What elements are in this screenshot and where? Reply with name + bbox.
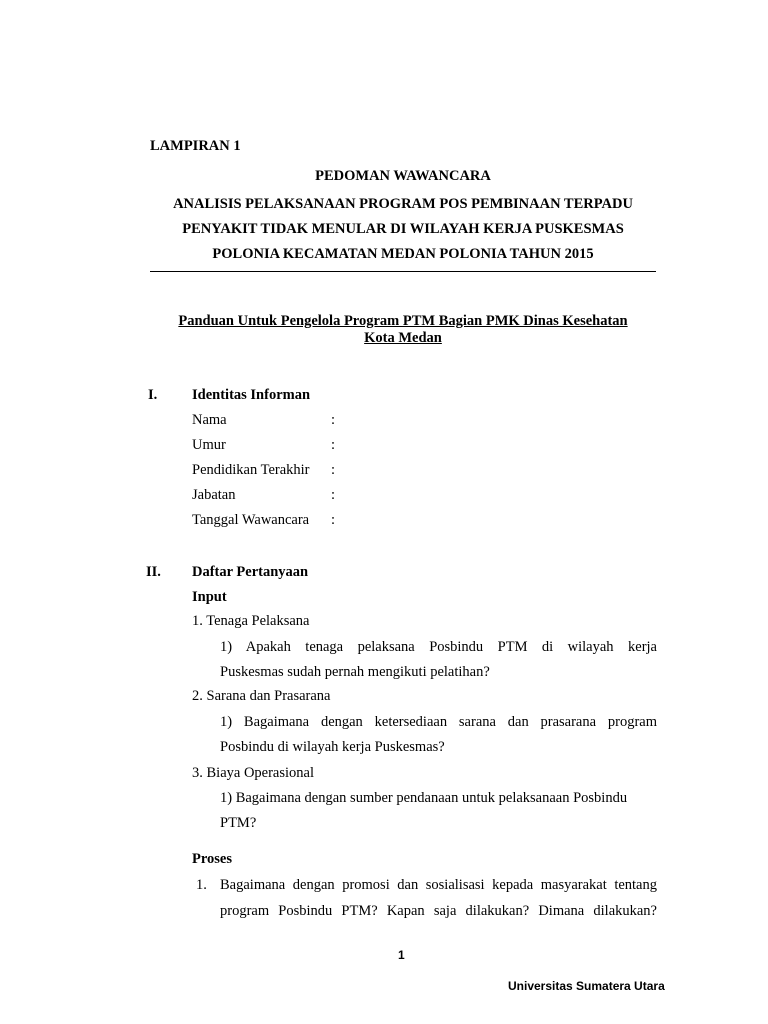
field-colon-pendidikan: : — [331, 462, 336, 478]
question-2-line-2: Posbindu di wilayah kerja Puskesmas? — [220, 739, 445, 755]
field-label-nama: Nama — [192, 412, 227, 428]
field-label-umur: Umur — [192, 437, 226, 453]
input-heading: Input — [192, 589, 227, 605]
proses-heading: Proses — [192, 851, 233, 867]
field-label-tanggal: Tanggal Wawancara — [192, 512, 310, 528]
proses-item-1-number: 1. — [196, 877, 207, 893]
proses-item-1-line-2: program Posbindu PTM? Kapan saja dilakukan? Dimana dilakukan? — [220, 903, 657, 919]
question-3-line-1: 1) Bagaimana dengan sumber pendanaan untuk pelaksanaan Posbindu — [220, 790, 628, 806]
title-line-2: PENYAKIT TIDAK MENULAR DI WILAYAH KERJA PUSKESMAS — [182, 221, 624, 237]
pedoman-title: PEDOMAN WAWANCARA — [315, 168, 491, 184]
question-3-line-2: PTM? — [220, 815, 257, 831]
section1-numeral: I. — [148, 387, 158, 403]
field-colon-umur: : — [331, 437, 336, 453]
field-colon-jabatan: : — [331, 487, 336, 503]
section1-title: Identitas Informan — [192, 387, 311, 403]
question-1-line-2: Puskesmas sudah pernah mengikuti pelatihan? — [220, 664, 490, 680]
field-label-jabatan: Jabatan — [192, 487, 236, 503]
section2-numeral: II. — [146, 564, 161, 580]
panduan-line-1: Panduan Untuk Pengelola Program PTM Bagian PMK Dinas Kesehatan — [178, 313, 628, 329]
proses-item-1-line-1: Bagaimana dengan promosi dan sosialisasi kepada masyarakat tentang — [220, 877, 657, 893]
page-number: 1 — [398, 948, 405, 962]
university-name: Universitas Sumatera Utara — [508, 979, 665, 993]
input-item-2: 2. Sarana dan Prasarana — [192, 688, 331, 704]
question-2-line-1: 1) Bagaimana dengan ketersediaan sarana dan prasarana program — [220, 714, 657, 730]
field-colon-tanggal: : — [331, 512, 336, 528]
title-line-3: POLONIA KECAMATAN MEDAN POLONIA TAHUN 2015 — [212, 246, 594, 262]
field-colon-nama: : — [331, 412, 336, 428]
title-line-1: ANALISIS PELAKSANAAN PROGRAM POS PEMBINAAN TERPADU — [173, 196, 633, 212]
title-divider — [150, 271, 656, 272]
field-label-pendidikan: Pendidikan Terakhir — [192, 462, 310, 478]
section2-title: Daftar Pertanyaan — [192, 564, 309, 580]
input-item-1: 1. Tenaga Pelaksana — [192, 613, 310, 629]
question-1-line-1: 1) Apakah tenaga pelaksana Posbindu PTM di wilayah kerja — [220, 639, 657, 655]
lampiran-label: LAMPIRAN 1 — [150, 138, 241, 154]
panduan-line-2: Kota Medan — [364, 330, 442, 346]
input-item-3: 3. Biaya Operasional — [192, 765, 315, 781]
